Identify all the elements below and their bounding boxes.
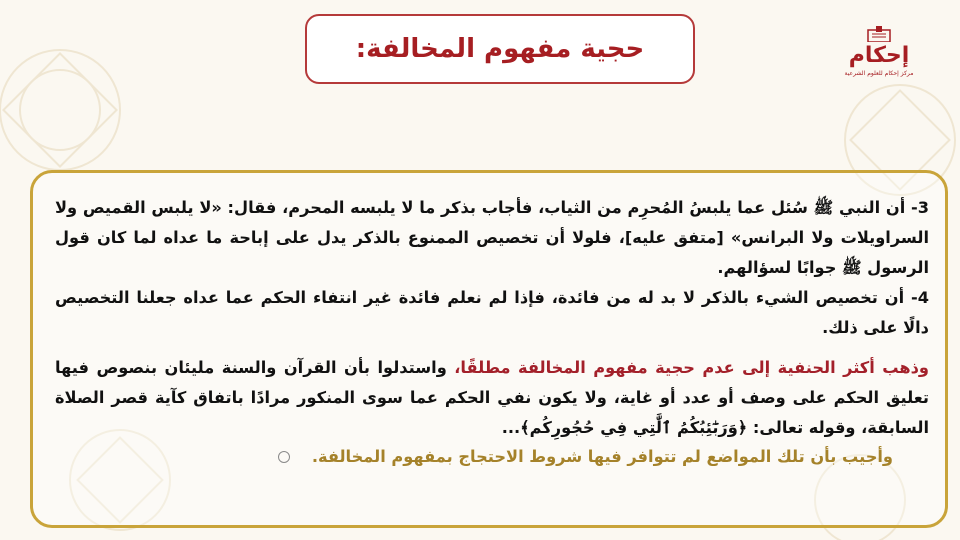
point-4: 4- أن تخصيص الشيء بالذكر لا بد له من فائدة، فإذا لم نعلم فائدة غير انتفاء الحكم عما عداه جعلنا التخصيص دالًا على ذلك.	[55, 288, 929, 337]
page-title: حجية مفهوم المخالفة:	[355, 34, 645, 64]
answer-text: وأجيب بأن تلك المواضع لم تتوافر فيها شروط الاحتجاج بمفهوم المخالفة.	[311, 447, 893, 466]
center-logo	[844, 26, 914, 94]
mosque-icon	[864, 26, 894, 42]
answer-line	[55, 443, 929, 471]
circle-bullet-icon	[278, 451, 290, 463]
hanafi-rest: واستدلوا بأن القرآن والسنة مليئان بنصوص فيها تعليق الحكم على وصف أو عدد أو غاية، ولا يكون نفي الحكم عما سوى المنكور مرادًا باتفاق كآية قصر الصلاة السابقة، وقوله تعالى: ﴿وَرَبَٰٓئِبُكُمُ ٱلَّٰتِي فِي حُجُورِكُم﴾...	[55, 358, 929, 437]
logo-word: إحكام	[848, 43, 910, 68]
logo-subtitle: مركز إحكام للعلوم الشرعية	[844, 70, 914, 77]
point-3: 3- أن النبي ﷺ سُئل عما يلبسُ المُحرِم من الثياب، فأجاب بذكر ما لا يلبسه المحرم، فقال: «لا يلبس القميص ولا السراويلات ولا البرانس» [متفق عليه]، فلولا أن تخصيص الممنوع بالذكر يدل على إباحة ما عداه لما كان قول الرسول ﷺ جوابًا لسؤالهم.	[55, 198, 929, 277]
content-box	[30, 170, 948, 528]
title-box	[305, 14, 695, 84]
hanafi-paragraph	[55, 353, 929, 443]
hanafi-highlight: وذهب أكثر الحنفية إلى عدم حجية مفهوم المخالفة مطلقًا،	[454, 358, 929, 377]
